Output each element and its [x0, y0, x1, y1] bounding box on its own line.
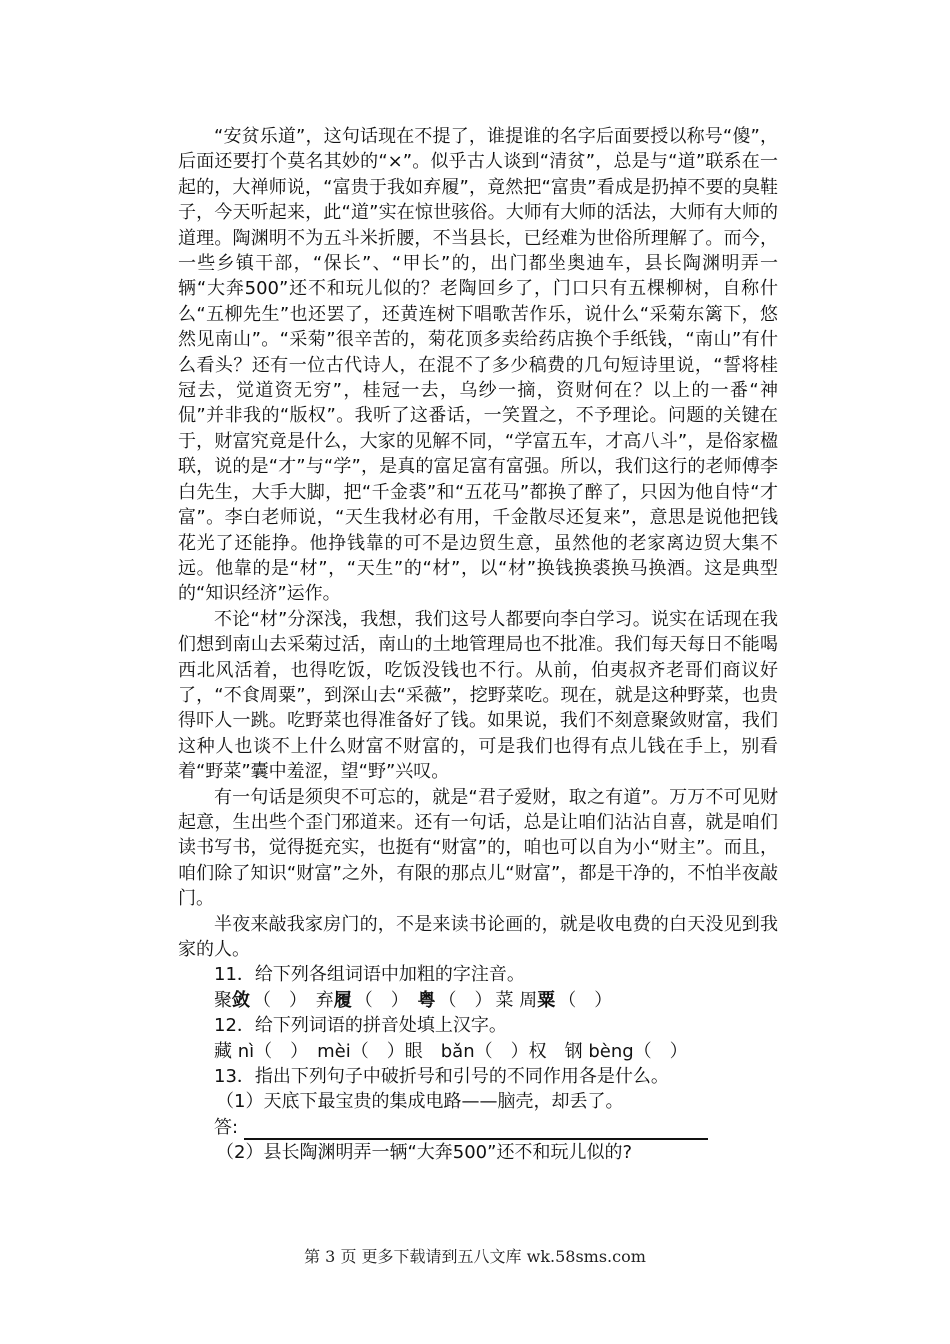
q11-answer-blank-2[interactable]: （ ） [354, 989, 409, 1011]
paragraph-3: 有一句话是须臾不可忘的，就是“君子爱财，取之有道”。万万不可见财起意，生出些个歪门邪道来。还有一句话，总是让咱们沾沾自喜，就是咱们读书写书，觉得挺充实，也挺有“财富”的，咱也可以自为小“财主”。而且，咱们除了知识“财富”之外，有限的那点儿“财富”，都是干净的，不怕半夜敲门。 [178, 786, 778, 910]
q11-answer-blank-4[interactable]: （ ） [558, 989, 613, 1011]
question-13-answer-row [178, 1115, 778, 1140]
answer-line[interactable] [244, 1118, 708, 1140]
answer-label: 答: [214, 1116, 239, 1138]
question-11-items [178, 988, 778, 1013]
q11-item-3: 粤 （ ） 菜 [417, 990, 513, 1011]
paragraph-4: 半夜来敲我家房门的，不是来读书论画的，就是收电费的白天没见到我家的人。 [178, 913, 778, 960]
document-body [178, 124, 778, 1166]
q11-answer-blank-3[interactable]: （ ） [438, 989, 493, 1011]
paragraph-2: 不论“材”分深浅，我想，我们这号人都要向李白学习。说实在话现在我们想到南山去采菊过活，南山的土地管理局也不批准。我们每天每日不能喝西北风活着，也得吃饭，吃饭没钱也不行。从前，伯夷叔齐老哥们商议好了，“不食周粟”，到深山去“采薇”，挖野菜吃。现在，就是这种野菜，也贵得吓人一跳。吃野菜也得准备好了钱。如果说，我们不刻意聚敛财富，我们这种人也谈不上什么财富不财富的，可是我们也得有点儿钱在手上，别看着“野菜”囊中羞涩，望“野”兴叹。 [178, 608, 778, 783]
q11-answer-blank-1[interactable]: （ ） [253, 989, 307, 1011]
question-12-line[interactable]: 藏 nì（ ） mèi（ ）眼 bǎn（ ）权 钢 bèng（ ） [214, 1040, 688, 1062]
q11-item-1: 聚敛 （ ） [214, 990, 310, 1011]
question-12-label: 12．给下列词语的拼音处填上汉字。 [214, 1015, 507, 1037]
page-footer: 第 3 页 更多下载请到五八文库 wk.58sms.com [304, 1247, 646, 1266]
question-13-sub-2: （2）县长陶渊明弄一辆“大奔500”还不和玩儿似的? [216, 1142, 633, 1164]
question-13-label: 13．指出下列句子中破折号和引号的不同作用各是什么。 [214, 1066, 669, 1088]
question-13-sub-1: （1）天底下最宝贵的集成电路——脑壳，却丢了。 [216, 1091, 624, 1113]
paragraph-1: “安贫乐道”，这句话现在不提了，谁提谁的名字后面要授以称号“傻”，后面还要打个莫名其妙的“×”。似乎古人谈到“清贫”，总是与“道”联系在一起的，大禅师说，“富贵于我如弃履”，竟然把“富贵”看成是扔掉不要的臭鞋子，今天听起来，此“道”实在惊世骇俗。大师有大师的活法，大师有大师的道理。陶渊明不为五斗米折腰，不当县长，已经难为世俗所理解了。而今，一些乡镇干部，“保长”、“甲长”的，出门都坐奥迪车，县长陶渊明弄一辆“大奔500”还不和玩儿似的？老陶回乡了，门口只有五棵柳树，自称什么“五柳先生”也还罢了，还黄连树下唱歌苦作乐，说什么“采菊东篱下，悠然见南山”。“采菊”很辛苦的，菊花顶多卖给药店换个手纸钱，“南山”有什么看头？还有一位古代诗人，在混不了多少稿费的几句短诗里说，“誓将桂冠去，觉道资无穷”，桂冠一去，乌纱一摘，资财何在？以上的一番“神侃”并非我的“版权”。我听了这番话，一笑置之，不予理论。问题的关键在于，财富究竟是什么，大家的见解不同，“学富五车，才高八斗”，是俗家楹联，说的是“才”与“学”，是真的富足富有富强。所以，我们这行的老师傅李白先生，大手大脚，把“千金裘”和“五花马”都换了醉了，只因为他自恃“才富”。李白老师说，“天生我材必有用，千金散尽还复来”，意思是说他把钱花光了还能挣。他挣钱靠的可不是边贸生意，虽然他的老家离边贸大集不远。他靠的是“材”，“天生”的“材”，以“材”换钱换裘换马换酒。这是典型的“知识经济”运作。 [178, 126, 778, 605]
question-11-label: 11．给下列各组词语中加粗的字注音。 [214, 964, 525, 986]
q11-item-4: 周粟 （ ） [519, 990, 615, 1011]
q11-item-2: 弃履 （ ） [316, 990, 412, 1011]
